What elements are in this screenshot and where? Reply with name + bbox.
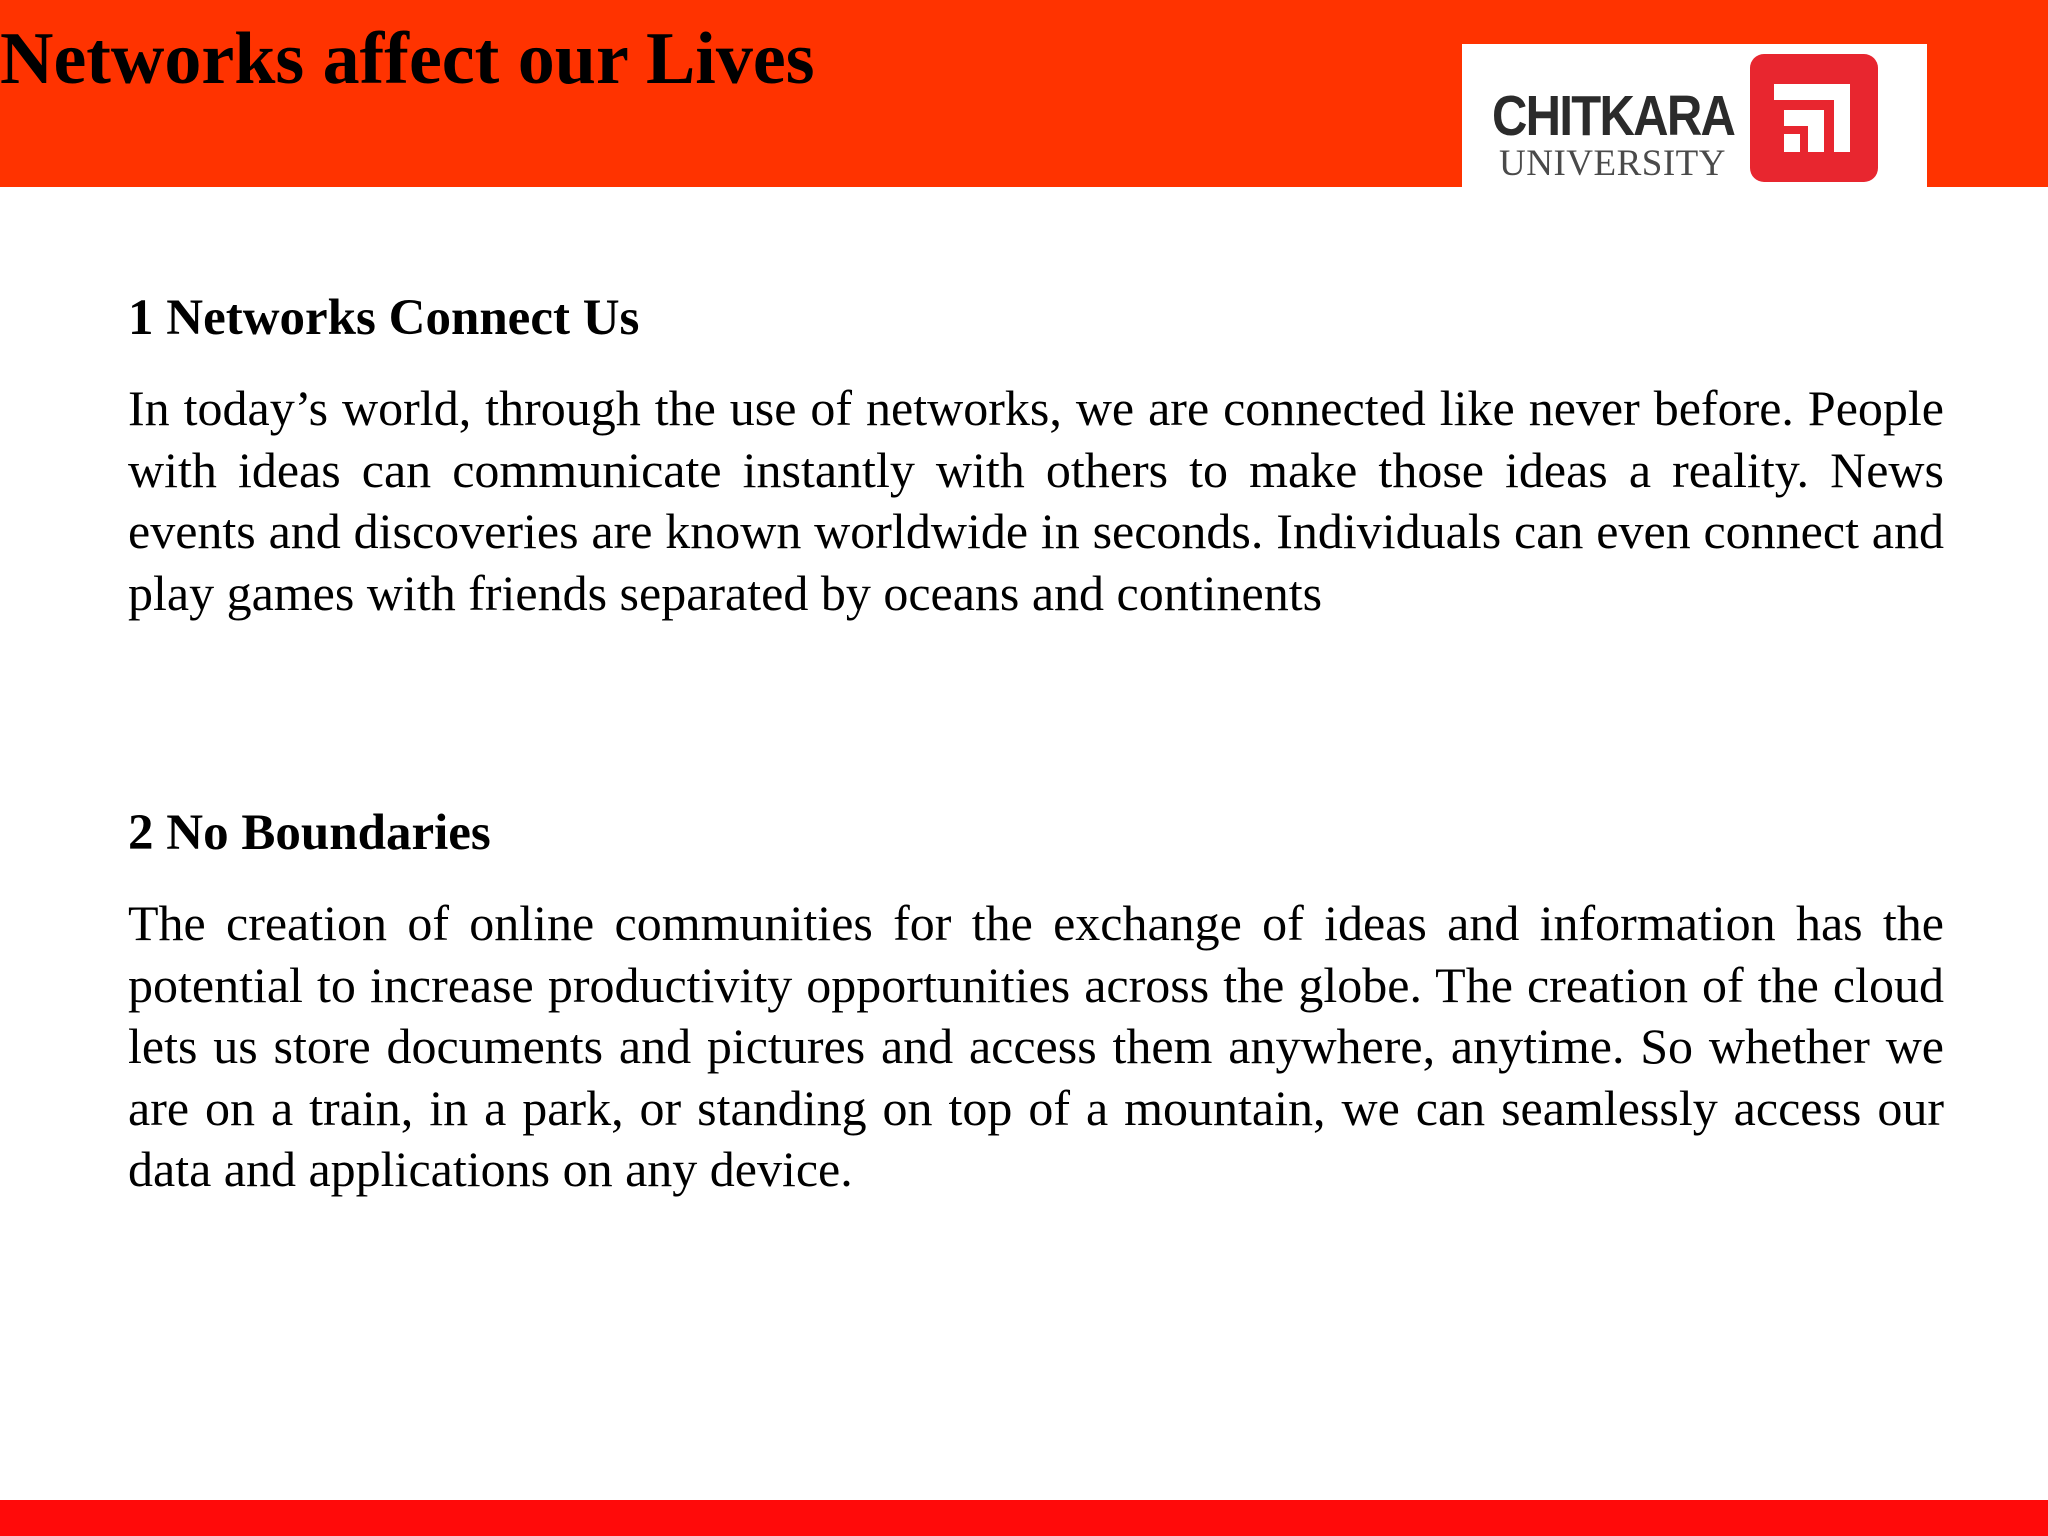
- section-heading-no-boundaries: 2 No Boundaries: [128, 805, 491, 861]
- section-body-networks-connect-us: In today’s world, through the use of networks, we are connected like never before. People with ideas can communicate instantly with others to make those ideas a reality. News events and discoveries are known worldwide in seconds. Individuals can even connect and play games with friends separated by oceans and continents: [128, 380, 1944, 621]
- logo-subtitle: UNIVERSITY: [1499, 143, 1726, 184]
- section-heading-networks-connect-us: 1 Networks Connect Us: [128, 290, 640, 346]
- section-body-no-boundaries: The creation of online communities for the exchange of ideas and information has the potential to increase productivity opportunities across the globe. The creation of the cloud lets us store documents and pictures and access them anywhere, anytime. So whether we are on a train, in a park, or standing on top of a mountain, we can seamlessly access our data and applications on any device.: [128, 895, 1944, 1197]
- chitkara-logo-icon: [1750, 54, 1878, 182]
- header-bar: [0, 0, 2048, 187]
- slide-title: Networks affect our Lives: [0, 18, 815, 100]
- footer-bar: [0, 1500, 2048, 1536]
- logo-wordmark: CHITKARA: [1492, 84, 1735, 148]
- university-logo: [1462, 44, 1927, 187]
